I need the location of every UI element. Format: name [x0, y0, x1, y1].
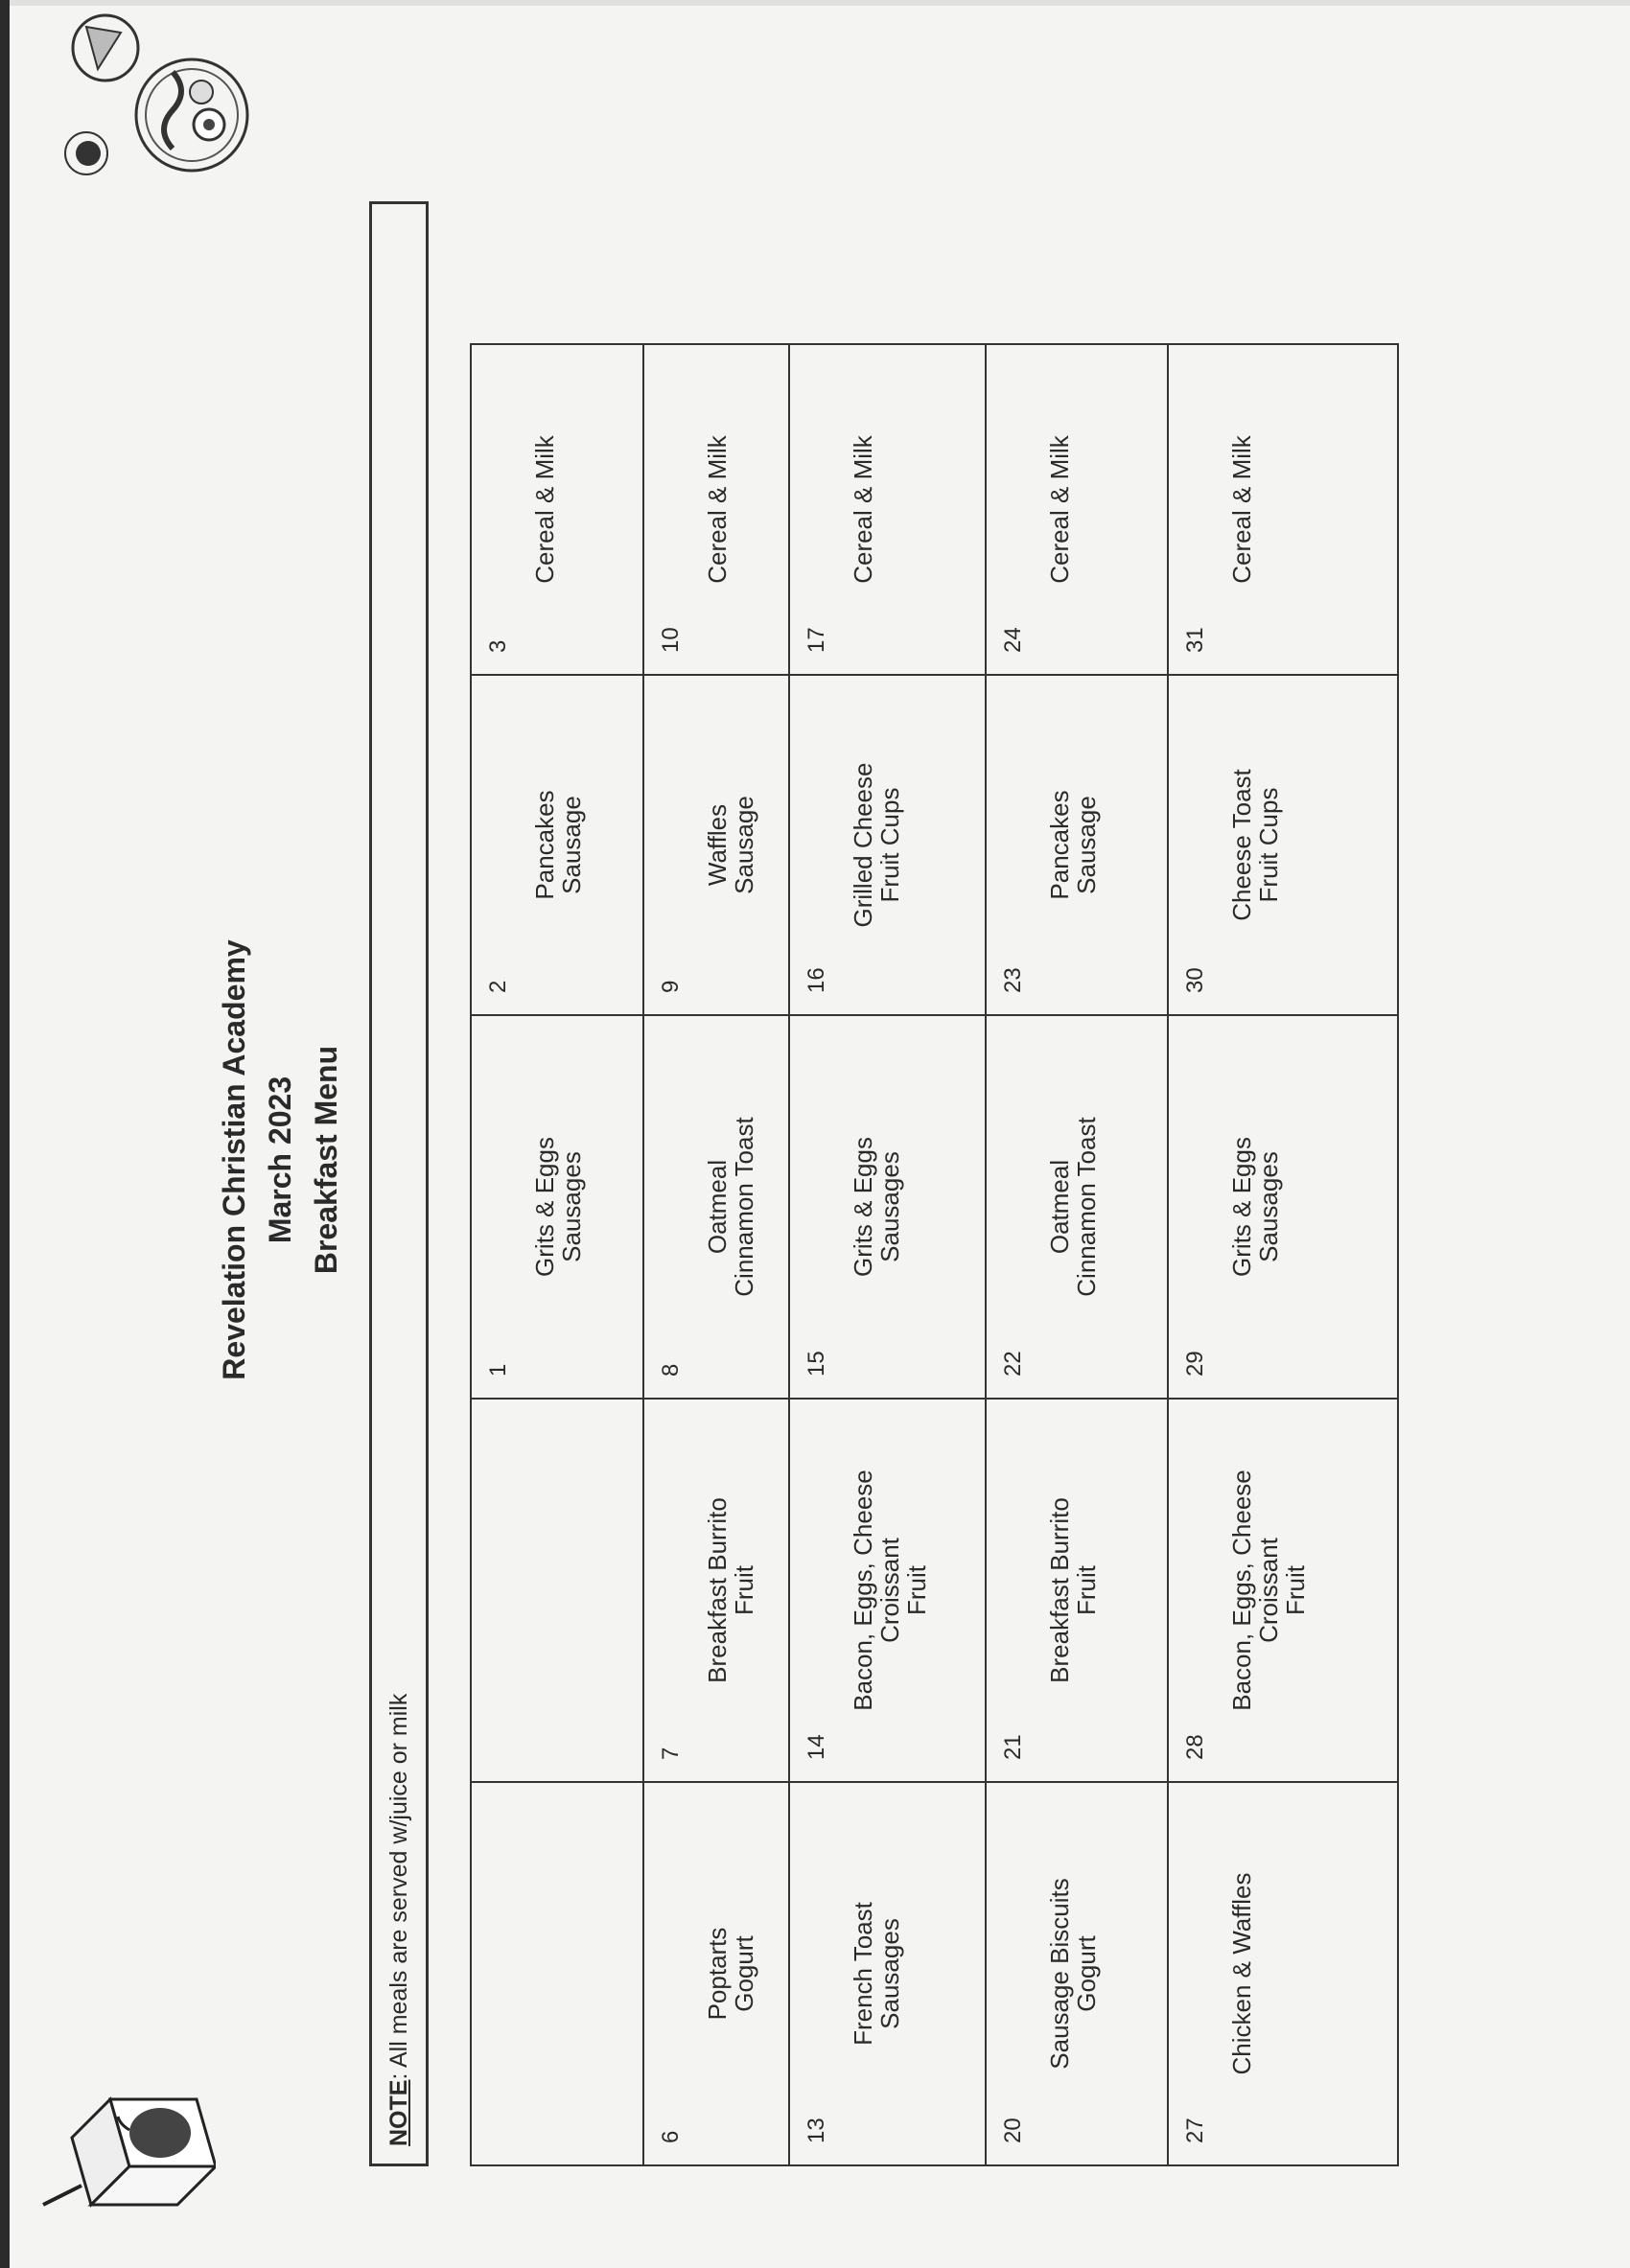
menu-calendar: [470, 343, 1399, 2166]
juice-box-icon: [34, 2061, 216, 2243]
day-number: 6: [658, 2130, 684, 2143]
day-cell: [643, 1399, 789, 1782]
meal-item: Sausage: [730, 796, 758, 894]
meal-item: Fruit Cups: [1254, 787, 1283, 903]
day-number: 22: [1000, 1351, 1026, 1377]
note-box: [369, 201, 429, 2166]
day-cell: [643, 344, 789, 675]
day-number: 20: [1000, 2118, 1026, 2143]
meal-items: [704, 1022, 757, 1392]
breakfast-plate-icon: [48, 0, 249, 192]
week-row: [789, 344, 986, 2165]
meal-items: [1046, 351, 1073, 668]
day-cell: [986, 1015, 1168, 1399]
meal-item: Pancakes: [530, 790, 559, 900]
day-number: 29: [1182, 1351, 1208, 1377]
day-cell: [471, 675, 643, 1015]
note-text: : All meals are served w/juice or milk: [385, 1693, 412, 2080]
meal-item: Fruit: [730, 1565, 758, 1615]
day-number: 3: [485, 639, 511, 653]
meal-item: Sausage: [1072, 796, 1101, 894]
meal-item: Croissant: [875, 1538, 904, 1643]
meal-items: [704, 351, 731, 668]
day-cell: [1168, 344, 1398, 675]
meal-item: Poptarts: [703, 1927, 732, 2021]
day-cell: [986, 344, 1168, 675]
meal-item: Pancakes: [1045, 790, 1074, 900]
day-number: 7: [658, 1747, 684, 1760]
day-cell: [471, 344, 643, 675]
meal-item: Gogurt: [1072, 1935, 1101, 2012]
day-number: 13: [803, 2118, 829, 2143]
day-cell: [789, 344, 986, 675]
meal-item: Cereal & Milk: [1045, 435, 1074, 584]
day-number: 31: [1182, 627, 1208, 653]
meal-items: [1046, 1405, 1100, 1775]
meal-items: [704, 682, 757, 1008]
meal-items: [1228, 351, 1255, 668]
day-cell: [789, 1782, 986, 2165]
day-number: 16: [803, 967, 829, 993]
day-number: 30: [1182, 967, 1208, 993]
meal-items: [850, 1789, 903, 2159]
day-number: 23: [1000, 967, 1026, 993]
day-cell: [986, 1399, 1168, 1782]
meal-item: Cinnamon Toast: [1072, 1117, 1101, 1297]
meal-item: Grits & Eggs: [849, 1137, 877, 1277]
day-cell: [643, 1782, 789, 2165]
day-cell: [789, 1399, 986, 1782]
meal-item: Grilled Cheese: [849, 762, 877, 928]
meal-item: Sausages: [1254, 1151, 1283, 1262]
meal-item: Fruit: [1281, 1565, 1310, 1615]
day-cell: [471, 1782, 643, 2165]
meal-item: Cereal & Milk: [530, 435, 559, 584]
meal-item: Chicken & Waffles: [1227, 1872, 1256, 2075]
day-number: 10: [658, 627, 684, 653]
meal-items: [850, 1022, 903, 1392]
day-cell: [1168, 1782, 1398, 2165]
day-number: 17: [803, 627, 829, 653]
meal-item: Cereal & Milk: [703, 435, 732, 584]
day-cell: [471, 1015, 643, 1399]
scan-left-edge: [0, 0, 10, 2268]
meal-items: [850, 1405, 930, 1775]
meal-item: Fruit: [1072, 1565, 1101, 1615]
meal-items: [1046, 1789, 1100, 2159]
day-number: 15: [803, 1351, 829, 1377]
week-row: [1168, 344, 1398, 2165]
meal-items: [1228, 682, 1282, 1008]
meal-items: [850, 682, 903, 1008]
meal-items: [1228, 1022, 1282, 1392]
meal-item: Fruit Cups: [875, 787, 904, 903]
meal-item: Cinnamon Toast: [730, 1117, 758, 1297]
day-number: 14: [803, 1734, 829, 1760]
week-row: [471, 344, 643, 2165]
meal-items: [1046, 1022, 1100, 1392]
meal-item: Fruit: [902, 1565, 931, 1615]
meal-item: Waffles: [703, 803, 732, 887]
meal-items: [704, 1789, 757, 2159]
meal-item: Sausages: [875, 1918, 904, 2029]
meal-item: French Toast: [849, 1902, 877, 2046]
day-cell: [643, 675, 789, 1015]
week-row: [986, 344, 1168, 2165]
day-cell: [986, 1782, 1168, 2165]
meal-item: Oatmeal: [1045, 1159, 1074, 1255]
meal-item: Cereal & Milk: [849, 435, 877, 584]
day-number: 21: [1000, 1734, 1026, 1760]
meal-items: [531, 1022, 585, 1392]
week-row: [643, 344, 789, 2165]
meal-item: Croissant: [1254, 1538, 1283, 1643]
day-cell: [643, 1015, 789, 1399]
meal-items: [531, 351, 558, 668]
menu-title: Breakfast Menu: [309, 1045, 343, 1275]
meal-item: Cheese Toast: [1227, 769, 1256, 921]
day-number: 28: [1182, 1734, 1208, 1760]
meal-items: [1228, 1789, 1255, 2159]
meal-item: Breakfast Burrito: [703, 1497, 732, 1683]
menu-sheet: [201, 173, 1310, 2166]
day-cell: [986, 675, 1168, 1015]
meal-items: [1228, 1405, 1309, 1775]
meal-item: Bacon, Eggs, Cheese: [1227, 1470, 1256, 1711]
note-label: NOTE: [385, 2079, 412, 2146]
meal-item: Sausages: [557, 1151, 586, 1262]
day-cell: [1168, 675, 1398, 1015]
meal-items: [704, 1405, 757, 1775]
day-number: 2: [485, 980, 511, 993]
meal-items: [1046, 682, 1100, 1008]
day-number: 24: [1000, 627, 1026, 653]
school-name: Revelation Christian Academy: [217, 939, 251, 1380]
day-number: 1: [485, 1363, 511, 1377]
meal-item: Oatmeal: [703, 1159, 732, 1255]
day-cell: [471, 1399, 643, 1782]
day-cell: [789, 675, 986, 1015]
title-block: [211, 633, 349, 1687]
meal-item: Gogurt: [730, 1935, 758, 2012]
meal-item: Breakfast Burrito: [1045, 1497, 1074, 1683]
meal-items: [531, 682, 585, 1008]
meal-item: Cereal & Milk: [1227, 435, 1256, 584]
day-number: 8: [658, 1363, 684, 1377]
day-cell: [1168, 1399, 1398, 1782]
meal-item: Sausages: [875, 1151, 904, 1262]
menu-month: March 2023: [263, 1076, 297, 1244]
meal-item: Grits & Eggs: [530, 1137, 559, 1277]
day-cell: [789, 1015, 986, 1399]
meal-item: Bacon, Eggs, Cheese: [849, 1470, 877, 1711]
meal-item: Sausage Biscuits: [1045, 1878, 1074, 2070]
meal-items: [850, 351, 876, 668]
meal-item: Grits & Eggs: [1227, 1137, 1256, 1277]
day-number: 9: [658, 980, 684, 993]
day-cell: [1168, 1015, 1398, 1399]
day-number: 27: [1182, 2118, 1208, 2143]
meal-item: Sausage: [557, 796, 586, 894]
